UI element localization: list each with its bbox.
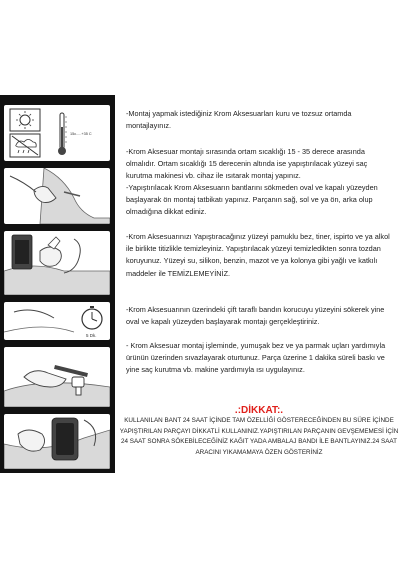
timer-label: 5 Dk. <box>86 333 97 338</box>
warning-title: .:DİKKAT:. <box>234 405 284 416</box>
thermometer-icon <box>58 113 67 155</box>
instruction-step-2: -Krom Aksesuar montajı sırasında ortam sıcaklığı 15 - 35 derece arasında olmalıdır. Ortam sıcaklığı 15 derecenin altında ise yapıştırılacak yüzeyi saç kurutma makinesi vb. cihaz ile ısıtarak montaj yapınız. <box>126 147 368 181</box>
rain-icon <box>10 134 40 157</box>
illustration-strip <box>0 95 115 473</box>
warning-body: KULLANILAN BANT 24 SAAT İÇİNDE TAM ÖZELLİĞİ GÖSTERECEĞİNDEN BU SÜRE İÇİNDE YAPIŞTIRILAN PARÇAYI DİKKATLİ KULLANINIZ.YAPIŞTIRILAN PARÇANIN GEVŞEMEMESİ İÇİN 24 SAAT SONRA SÖKEBİLECEĞİNİZ KAĞIT YADA AMBALAJ BANDI İLE BANTLAYINIZ.24 SAAT ARACINI YIKAMAMAYA ÖZEN GÖSTERİNİZ <box>119 417 399 456</box>
instruction-step-5: -Krom Aksesuarının üzerindeki çift taraflı bandın korucuyu yüzeyini sökerek yine oval ve kapalı yüzeyden başlayarak montajı gerçekleştiriniz. <box>126 305 385 327</box>
panel-pressing <box>4 414 110 469</box>
panel-hand-fitting <box>4 168 110 224</box>
panel-cleaning <box>4 231 110 295</box>
instruction-step-1: -Montaj yapmak istediğiniz Krom Aksesuarları kuru ve tozsuz ortamda montajlayınız. <box>126 109 352 131</box>
instruction-step-3: -Yapıştırılacak Krom Aksesuarın bantlarını sökmeden oval ve kapalı yüzeyden başlayarak ön montaj tatbikatı yapınız. Parçanın sağ, sol ve ya ön, arka olup olmadığına dikkat ediniz. <box>126 183 378 217</box>
thermometer-range-label: 15c.....+35 C <box>70 132 92 136</box>
panel-weather <box>4 105 110 161</box>
panel-timer <box>4 302 110 340</box>
sun-icon <box>10 109 40 131</box>
clock-icon <box>82 306 102 329</box>
panel-applying <box>4 347 110 407</box>
instruction-step-6: - Krom Aksesuar montaj işleminde, yumuşak bez ve ya parmak uçları yardımıyla ürünün üzerinden sıvazlayarak oturtunuz. Parça üzerine 1 dakika süreli baskı ve yine saç kurutma vb. makine yardımıyla ısı uygulayınız. <box>126 341 386 375</box>
instruction-step-4: -Krom Aksesuarınızı Yapıştıracağınız yüzeyi pamuklu bez, tiner, ispirto ve ya alkol ile birlikte titizlikle temizleyiniz. Yapıştırılacak yüzeyi temizledikten sonra tozdan koruyunuz. Yüzeyi su, silikon, benzin, mazot ve ya kolonya gibi yağlı ve katkılı maddeler ile TEMİZLEMEYİNİZ. <box>126 232 390 278</box>
